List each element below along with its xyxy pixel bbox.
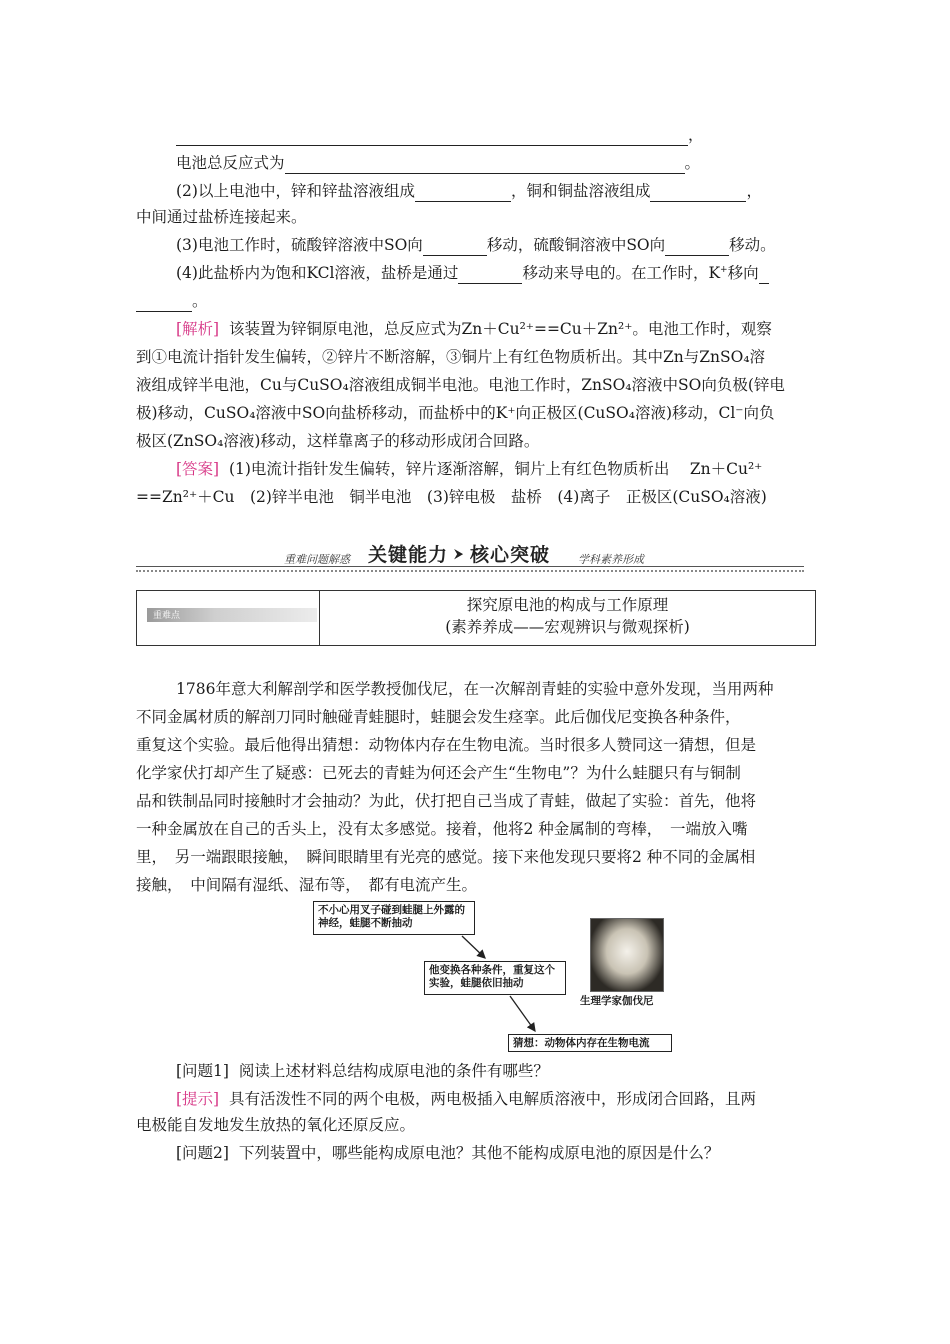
arrow-1 [462,936,485,958]
story-line-3: 重复这个实验。最后他得出猜想：动物体内存在生物电流。当时很多人赞同这一猜想，但是 [136,736,757,754]
banner-left-text: 重难问题解惑 [284,553,350,566]
q3-text-d: 向 [649,236,666,254]
q3-text-e: 移动。 [729,236,776,254]
galvani-portrait [590,918,664,992]
question-2-label: [问题2] [176,1144,229,1162]
answer-text: (1)电流计指针发生偏转，锌片逐渐溶解，铜片上有红色物质析出 Zn＋Cu²⁺ [228,460,763,478]
question-1-text: 阅读上述材料总结构成原电池的条件有哪些？ [238,1062,549,1080]
hint-text: 具有活泼性不同的两个电极，两电极插入电解质溶液中，形成闭合回路，且两 [228,1090,756,1108]
question-1 [176,1060,816,1082]
story-line-6: 一种金属放在自己的舌头上，没有太多感觉。接着，他将2 种金属制的弯棒， 一端放入嘴 [136,820,748,838]
period: 。 [684,154,701,172]
story-line-5: 品和铁制品同时接触时才会抽动？为此，伏打把自己当成了青蛙，做起了实验：首先，他将 [136,792,757,810]
hint-line-2: 电极能自发地发生放热的氧化还原反应。 [136,1116,416,1134]
banner-right-text: 学科素养形成 [578,553,644,566]
hint-tag: [提示] [176,1090,220,1108]
analysis-line-4: 极)移动，CuSO₄溶液中SO向盐桥移动，而盐桥中的K⁺向正极区(CuSO₄溶液)移动，Cl⁻向负 [136,404,775,422]
analysis-line-2: 到①电流计指针发生偏转，②锌片不断溶解，③铜片上有红色物质析出。其中Zn与ZnSO₄溶 [136,348,766,366]
comma: ， [688,126,704,144]
analysis-tag: [解析] [176,320,220,338]
answer-tag: [答案] [176,460,220,478]
q3-text-a: (3)电池工作时，硫酸锌溶液中SO [176,236,408,254]
question-1-label: [问题1] [176,1062,229,1080]
topic-title: 探究原电池的构成与工作原理 [466,596,669,614]
topic-tag-text: 重难点 [153,611,181,621]
analysis-text: 该装置为锌铜原电池，总反应式为Zn＋Cu²⁺==Cu＋Zn²⁺。电池工作时，观察 [228,320,772,338]
hint-line-1 [176,1088,816,1110]
flow-box-2: 他变换各种条件，重复这个实验，蛙腿依旧抽动 [424,961,566,995]
q3-text-c: 移动，硫酸铜溶液中SO [486,236,650,254]
analysis-line-5: 极区(ZnSO₄溶液)移动，这样靠离子的移动形成闭合回路。 [136,432,540,450]
q2-text-b: ，铜和铜盐溶液组成 [510,182,651,200]
topic-subtitle: (素养养成——宏观辨识与微观探析) [445,618,690,636]
answer-line-2: ==Zn²⁺＋Cu (2)锌半电池 铜半电池 (3)锌电极 盐桥 (4)离子 正极区(CuSO₄溶液) [136,488,767,506]
q2-text-c: ， [746,182,762,200]
question-2-cont: 中间通过盐桥连接起来。 [136,208,307,226]
story-line-4: 化学家伏打却产生了疑惑：已死去的青蛙为何还会产生“生物电”？为什么蛙腿只有与铜制 [136,764,741,782]
portrait-caption: 生理学家伽伐尼 [580,995,654,1007]
story-line-1: 1786年意大利解剖学和医学教授伽伐尼，在一次解剖青蛙的实验中意外发现，当用两种 [176,680,774,698]
question-2-text: 下列装置中，哪些能构成原电池？其他不能构成原电池的原因是什么？ [238,1144,720,1162]
flow-box-1: 不小心用叉子碰到蛙腿上外露的神经，蛙腿不断抽动 [313,901,475,935]
story-line-8: 接触， 中间隔有湿纸、湿布等， 都有电流产生。 [136,876,478,894]
arrow-2 [510,996,535,1031]
q4-text-c: 移向 [727,264,759,282]
banner-arrow-icon: ⮞ [454,547,464,562]
q3-text-b: 向 [407,236,423,254]
analysis-line-3: 液组成锌半电池，Cu与CuSO₄溶液组成铜半电池。电池工作时，ZnSO₄溶液中SO向负极(锌电 [136,376,785,394]
banner-main-2: 核心突破 [470,544,551,566]
story-line-2: 不同金属材质的解剖刀同时触碰青蛙腿时，蛙腿会发生痉挛。此后伽伐尼变换各种条件， [136,708,741,726]
q4-text-a: (4)此盐桥内为饱和KCl溶液，盐桥是通过 [176,264,459,282]
q4-text-b: 移动来导电的。在工作时，K [522,264,721,282]
flow-box-3: 猜想：动物体内存在生物电流 [508,1034,672,1052]
question-2 [176,1142,816,1164]
period: 。 [192,292,208,310]
story-line-7: 里， 另一端跟眼接触， 瞬间眼睛里有光亮的感觉。接下来他发现只要将2 种不同的金属相 [136,848,756,866]
q2-text-a: (2)以上电池中，锌和锌盐溶液组成 [176,182,415,200]
superscript: + [720,264,728,275]
reaction-label: 电池总反应式为 [176,154,285,172]
banner-main-1: 关键能力 [368,544,449,566]
